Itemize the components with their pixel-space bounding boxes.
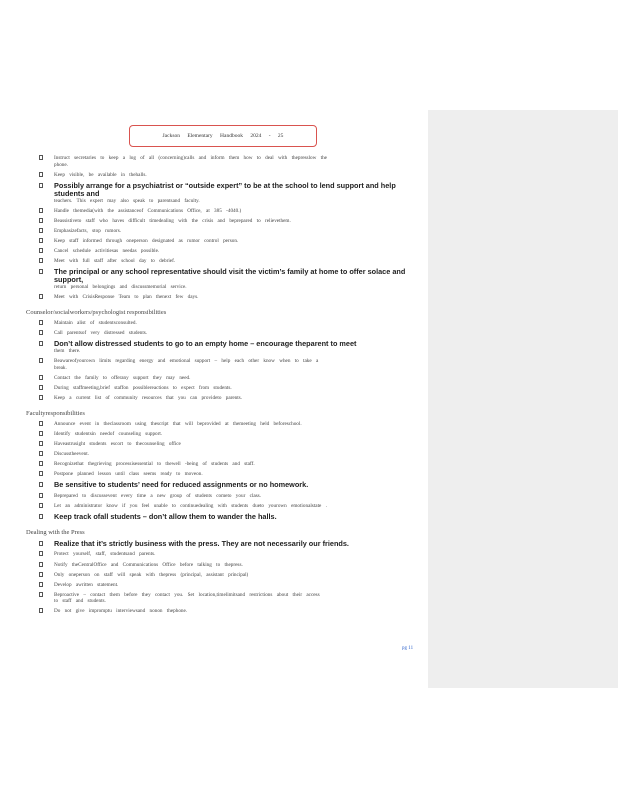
list-item bbox=[26, 431, 416, 438]
bullet-icon bbox=[39, 562, 43, 567]
list-item bbox=[26, 330, 416, 337]
bullet-icon bbox=[39, 551, 43, 556]
list-item-text: Notify theCentralOffice and Communications Office before talking to thepress. bbox=[54, 561, 243, 568]
list-item bbox=[26, 471, 416, 478]
list-item-text: Keep a current list of community resources that you can provideto parents. bbox=[54, 395, 242, 401]
bullet-icon bbox=[39, 172, 43, 177]
list-item bbox=[26, 385, 416, 392]
list-item-text: The principal or any school representative should visit the victim’s family at home to offer solace and support, bbox=[54, 267, 406, 285]
list-item bbox=[26, 294, 416, 301]
list-item bbox=[26, 493, 416, 500]
bullet-icon bbox=[39, 248, 43, 253]
bullet-icon bbox=[39, 503, 43, 508]
bullet-icon bbox=[39, 320, 43, 325]
list-item-text: Keep visible, be available in thehalls. bbox=[54, 171, 147, 178]
list-item bbox=[26, 182, 416, 205]
section-heading: Counselor/socialworkers/psychologist responsibilities bbox=[26, 308, 167, 316]
bullet-icon bbox=[39, 155, 43, 160]
list-item bbox=[26, 421, 416, 428]
list-item-text: Cancel schedule activitiesas needas possible. bbox=[54, 248, 160, 255]
list-item bbox=[26, 172, 416, 179]
bullet-icon bbox=[39, 269, 43, 274]
bullet-icon bbox=[39, 294, 43, 299]
list-item-text: Identify studentsin needof counseling support. bbox=[54, 430, 163, 437]
list-item-text: Be sensitive to students’ need for reduced assignments or no homework. bbox=[54, 480, 309, 490]
list-item bbox=[26, 461, 416, 468]
list-item-text: Beawareofyourown limits regarding energy and emotional support – help each other know when to take a bbox=[54, 358, 319, 365]
list-item bbox=[26, 551, 416, 558]
list-item-text: Do not give impromptu interviewsand nonon thephone. bbox=[54, 608, 188, 615]
bullet-icon bbox=[39, 451, 43, 456]
bullet-icon bbox=[39, 385, 43, 390]
list-item-text: Postpone planned lesson until class seems ready to moveon. bbox=[54, 470, 203, 477]
bullet-icon bbox=[39, 431, 43, 436]
bullet-icon bbox=[39, 421, 43, 426]
list-item-continuation: phone. bbox=[54, 161, 68, 168]
list-item bbox=[26, 258, 416, 265]
list-item-text: Beproactive – contact them before they contact you. Set location,timelimitsand restrictions about their access bbox=[54, 591, 320, 598]
list-item bbox=[26, 451, 416, 458]
list-item-text: Develop awritten statement. bbox=[54, 581, 119, 588]
list-item bbox=[26, 340, 416, 355]
list-item-text: Discusstheevent. bbox=[54, 450, 90, 457]
bullet-icon bbox=[39, 592, 43, 597]
bullet-icon bbox=[39, 514, 43, 519]
list-item-text: Instruct secretaries to keep a log of all (concerning)calls and inform them how to deal with thepresslow the bbox=[54, 155, 327, 161]
page-header: Jackson Elementary Handbook 2024 - 25 bbox=[129, 125, 317, 147]
list-item-text: Realize that it’s strictly business with the press. They are not necessarily our friends. bbox=[54, 538, 349, 548]
list-item-text: Beassistiveto staff who haves difficult timedealing with the crisis and beprepared to relievethem. bbox=[54, 217, 291, 224]
list-item bbox=[26, 540, 416, 548]
bullet-icon bbox=[39, 572, 43, 577]
list-item bbox=[26, 441, 416, 448]
list-item-text: Recognizethat thegrieving processisessential to thewell -being of students and staff. bbox=[54, 460, 255, 467]
list-item bbox=[26, 320, 416, 327]
list-item bbox=[26, 503, 416, 510]
list-item-text: Let an administrator know if you feel unable to continuedealing with students dueto yourown emotionalstate . bbox=[54, 502, 327, 509]
list-item-text: Meet with full staff after school day to debrief. bbox=[54, 258, 176, 265]
list-item-text: Handle themedia(with the assistanceof Communications Office, at 385 -4040.) bbox=[54, 207, 242, 214]
list-item bbox=[26, 248, 416, 255]
page-number: pg 11 bbox=[402, 646, 414, 651]
bullet-icon bbox=[39, 375, 43, 380]
bullet-icon bbox=[39, 258, 43, 263]
list-item bbox=[26, 513, 416, 521]
list-item bbox=[26, 375, 416, 382]
list-item-text: During staffmeeting,brief staffon possiblereactions to expect from students. bbox=[54, 384, 232, 391]
bullet-icon bbox=[39, 471, 43, 476]
bullet-icon bbox=[39, 218, 43, 223]
comment-sidebar bbox=[428, 110, 618, 688]
list-item-text: Meet with CrisisResponse Team to plan thenext few days. bbox=[54, 294, 199, 301]
bullet-icon bbox=[39, 228, 43, 233]
list-item bbox=[26, 228, 416, 235]
list-item-continuation: them there. bbox=[54, 348, 81, 355]
list-item-text: Contact the family to offerany support they may need. bbox=[54, 374, 191, 381]
list-item bbox=[26, 208, 416, 215]
list-item bbox=[26, 582, 416, 589]
bullet-icon bbox=[39, 582, 43, 587]
list-item-text: Beprepared to discussevent every time a new group of students cometo your class. bbox=[54, 492, 261, 499]
list-item bbox=[26, 562, 416, 569]
list-item-text: Keep staff informed through oneperson designated as rumor control person. bbox=[54, 238, 239, 245]
bullet-icon bbox=[39, 461, 43, 466]
list-item-text: Keep track ofall students – don’t allow them to wander the halls. bbox=[54, 511, 277, 521]
list-item-text: Call parentsof very distressed students. bbox=[54, 330, 148, 337]
list-item-text: Only oneperson on staff will speak with thepress (principal, assistant principal) bbox=[54, 571, 249, 578]
list-item bbox=[26, 268, 416, 291]
list-item-continuation: to staff and students. bbox=[54, 598, 106, 605]
list-item-text: Maintain alist of studentsconsulted. bbox=[54, 319, 137, 326]
bullet-icon bbox=[39, 395, 43, 400]
bullet-icon bbox=[39, 493, 43, 498]
bullet-icon bbox=[39, 341, 43, 346]
bullet-icon bbox=[39, 441, 43, 446]
bullet-icon bbox=[39, 183, 43, 188]
bullet-icon bbox=[39, 541, 43, 546]
list-item-continuation: return personal belongings and discussmemorial service. bbox=[54, 284, 187, 291]
list-item-continuation: break. bbox=[54, 364, 67, 371]
list-item-text: Emphasizefacts, stop rumors. bbox=[54, 227, 122, 234]
section-heading: Dealing with the Press bbox=[26, 528, 85, 536]
list-item bbox=[26, 358, 416, 371]
bullet-icon bbox=[39, 238, 43, 243]
list-item-text: Possibly arrange for a psychiatrist or “outside expert” to be at the school to lend support and help students and bbox=[54, 180, 396, 198]
document-body bbox=[26, 155, 416, 619]
section-heading: Facultyresponsibilities bbox=[26, 409, 85, 417]
list-item bbox=[26, 572, 416, 579]
bullet-icon bbox=[39, 482, 43, 487]
bullet-icon bbox=[39, 208, 43, 213]
list-item bbox=[26, 592, 416, 605]
list-item-text: Don’t allow distressed students to go to an empty home – encourage theparent to meet bbox=[54, 339, 357, 349]
list-item bbox=[26, 155, 416, 168]
list-item bbox=[26, 218, 416, 225]
bullet-icon bbox=[39, 358, 43, 363]
list-item bbox=[26, 608, 416, 615]
list-item-continuation: teachers. This expert may also speak to parentsand faculty. bbox=[54, 197, 200, 204]
list-item bbox=[26, 238, 416, 245]
list-item bbox=[26, 481, 416, 489]
list-item bbox=[26, 395, 416, 402]
list-item-text: Protect yourself, staff, studentsand parents. bbox=[54, 551, 156, 558]
bullet-icon bbox=[39, 330, 43, 335]
list-item-text: Announce event in theclassroom using thescript that will beprovided at themeeting held beforeschool. bbox=[54, 420, 302, 427]
list-item-text: Haveastrusight students escort to thecounseling office bbox=[54, 440, 181, 447]
bullet-icon bbox=[39, 608, 43, 613]
